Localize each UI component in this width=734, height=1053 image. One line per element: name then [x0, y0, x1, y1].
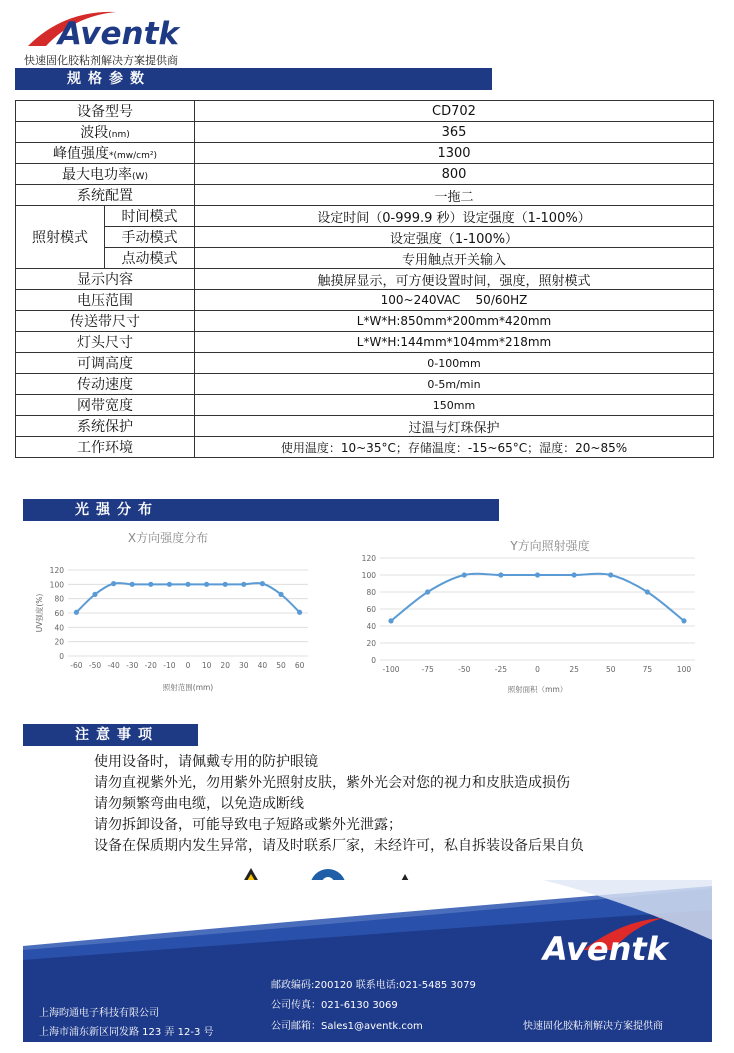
x-tick-label: -75 — [421, 665, 434, 674]
x-tick-label: 30 — [239, 661, 249, 670]
spec-section-header: 规格参数 — [15, 68, 492, 90]
spec-value: 过温与灯珠保护 — [195, 416, 714, 437]
table-row — [16, 290, 714, 311]
spec-value: L*W*H:144mm*104mm*218mm — [195, 332, 714, 353]
y-tick-label: 80 — [54, 594, 64, 604]
data-point — [681, 618, 686, 623]
table-row — [16, 395, 714, 416]
brand-tagline: 快速固化胶粘剂解决方案提供商 — [24, 54, 178, 67]
x-tick-label: 60 — [294, 661, 305, 670]
footer — [23, 880, 712, 1042]
spec-key: 设备型号 — [16, 101, 195, 122]
data-point — [388, 618, 393, 623]
x-tick-label: 75 — [642, 665, 653, 674]
table-row — [16, 332, 714, 353]
footer-postal: 邮政编码:200120 联系电话:021-5485 3079 — [271, 980, 476, 991]
chart-title: X方向强度分布 — [127, 531, 209, 545]
table-row — [16, 164, 714, 185]
logo-wordmark: Aventk — [58, 16, 180, 52]
light-section-header: 光强分布 — [23, 499, 499, 521]
table-row — [16, 122, 714, 143]
data-point — [462, 572, 467, 577]
x-tick-label: -100 — [382, 665, 400, 674]
x-tick-label: 50 — [276, 661, 286, 670]
spec-key: 最大电功率(W) — [16, 164, 195, 185]
data-point — [241, 582, 246, 587]
spec-value: L*W*H:850mm*200mm*420mm — [195, 311, 714, 332]
notice-list — [94, 752, 584, 857]
data-point — [111, 581, 116, 586]
data-point — [185, 582, 190, 587]
spec-value: 设定强度（1-100%） — [195, 227, 714, 248]
spec-subkey: 时间模式 — [105, 206, 195, 227]
table-row — [16, 143, 714, 164]
spec-key: 峰值强度*(mw/cm²) — [16, 143, 195, 164]
spec-key: 传动速度 — [16, 374, 195, 395]
footer-email: 公司邮箱：Sales1@aventk.com — [271, 1021, 423, 1032]
y-axis-label: UV强度(%) — [35, 593, 44, 633]
spec-key: 电压范围 — [16, 290, 195, 311]
spec-value: CD702 — [195, 101, 714, 122]
spec-subkey: 手动模式 — [105, 227, 195, 248]
y-tick-label: 40 — [366, 622, 376, 631]
x-tick-label: -50 — [458, 665, 471, 674]
list-item: 使用设备时，请佩戴专用的防护眼镜 — [94, 754, 318, 770]
list-item: 设备在保质期内发生异常，请及时联系厂家，未经许可，私自拆装设备后果自负 — [94, 838, 584, 854]
data-point — [645, 589, 650, 594]
data-point — [92, 592, 97, 597]
spec-value: 0-5m/min — [195, 374, 714, 395]
data-point — [498, 572, 503, 577]
data-point — [260, 581, 265, 586]
chart-title: Y方向照射强度 — [510, 539, 590, 553]
spec-key: 系统保护 — [16, 416, 195, 437]
data-point — [425, 589, 430, 594]
y-tick-label: 20 — [366, 639, 376, 648]
brand-logo — [24, 6, 194, 52]
x-tick-label: -20 — [144, 661, 157, 670]
spec-key: 传送带尺寸 — [16, 311, 195, 332]
spec-value: 设定时间（0-999.9 秒）设定强度（1-100%） — [195, 206, 714, 227]
data-point — [74, 610, 79, 615]
table-row — [16, 416, 714, 437]
x-intensity-chart — [28, 528, 324, 696]
y-tick-label: 120 — [49, 566, 64, 575]
list-item: 请勿频繁弯曲电缆，以免造成断线 — [94, 796, 304, 812]
spec-key: 工作环境 — [16, 437, 195, 458]
x-tick-label: 100 — [676, 665, 692, 674]
data-point — [223, 582, 228, 587]
table-row — [16, 206, 714, 227]
spec-value: 使用温度：10~35°C；存储温度：-15~65°C；湿度：20~85% — [195, 437, 714, 458]
spec-key: 波段(nm) — [16, 122, 195, 143]
spec-key: 网带宽度 — [16, 395, 195, 416]
y-tick-label: 100 — [49, 580, 64, 590]
data-point — [167, 582, 172, 587]
spec-key: 显示内容 — [16, 269, 195, 290]
table-row — [16, 185, 714, 206]
data-point — [130, 582, 135, 587]
spec-key: 系统配置 — [16, 185, 195, 206]
x-tick-label: 25 — [569, 665, 579, 674]
spec-value: 触摸屏显示，可方便设置时间，强度，照射模式 — [195, 269, 714, 290]
y-tick-label: 100 — [361, 571, 376, 580]
data-point — [204, 582, 209, 587]
list-item: 请勿直视紫外光，勿用紫外光照射皮肤，紫外光会对您的视力和皮肤造成损伤 — [94, 775, 570, 791]
x-tick-label: 0 — [185, 661, 191, 670]
x-axis-label: 照射范围(mm) — [162, 683, 214, 692]
spec-key: 照射模式 — [16, 206, 105, 269]
y-tick-label: 80 — [366, 588, 376, 597]
spec-value: 800 — [195, 164, 714, 185]
spec-key: 可调高度 — [16, 353, 195, 374]
data-point — [278, 592, 283, 597]
footer-address: 上海市浦东新区同发路 123 弄 12-3 号 — [39, 1027, 214, 1038]
spec-key: 灯头尺寸 — [16, 332, 195, 353]
footer-company: 上海昀通电子科技有限公司 — [39, 1008, 159, 1019]
x-axis-label: 照射面积（mm） — [507, 685, 568, 694]
notice-section-header: 注意事项 — [23, 724, 198, 746]
y-tick-label: 20 — [54, 637, 64, 647]
x-tick-label: -25 — [494, 665, 508, 674]
table-row — [16, 311, 714, 332]
spec-table — [15, 100, 714, 458]
x-tick-label: -40 — [107, 661, 120, 670]
data-point — [297, 610, 302, 615]
table-row — [16, 437, 714, 458]
x-tick-label: 20 — [220, 661, 230, 670]
table-row — [16, 374, 714, 395]
data-point — [608, 572, 613, 577]
y-tick-label: 40 — [54, 623, 64, 633]
y-tick-label: 0 — [59, 652, 64, 661]
spec-value: 365 — [195, 122, 714, 143]
y-tick-label: 60 — [54, 609, 64, 618]
table-row — [16, 101, 714, 122]
x-tick-label: 10 — [201, 661, 212, 670]
y-intensity-chart — [350, 532, 700, 700]
spec-value: 专用触点开关输入 — [195, 248, 714, 269]
data-point — [535, 572, 540, 577]
spec-value: 1300 — [195, 143, 714, 164]
table-row — [16, 353, 714, 374]
footer-tagline: 快速固化胶粘剂解决方案提供商 — [523, 1021, 663, 1032]
footer-fax: 公司传真：021-6130 3069 — [271, 1000, 398, 1011]
y-tick-label: 0 — [371, 656, 376, 665]
list-item: 请勿拆卸设备，可能导致电子短路或紫外光泄露； — [94, 817, 402, 833]
y-tick-label: 120 — [361, 554, 376, 563]
data-point — [148, 582, 153, 587]
x-tick-label: 50 — [605, 665, 616, 674]
x-tick-label: -10 — [163, 661, 176, 670]
y-tick-label: 60 — [366, 605, 376, 614]
spec-subkey: 点动模式 — [105, 248, 195, 269]
footer-logo: Aventk — [543, 930, 668, 968]
series-line — [391, 574, 684, 621]
spec-value: 一拖二 — [195, 185, 714, 206]
x-tick-label: -30 — [126, 661, 139, 670]
table-row — [16, 227, 714, 248]
data-point — [572, 572, 577, 577]
spec-value: 100~240VAC 50/60HZ — [195, 290, 714, 311]
table-row — [16, 269, 714, 290]
x-tick-label: 0 — [535, 665, 540, 674]
spec-value: 0-100mm — [195, 353, 714, 374]
series-line — [76, 583, 299, 612]
x-tick-label: 40 — [257, 661, 268, 670]
x-tick-label: -60 — [70, 661, 83, 670]
table-row — [16, 248, 714, 269]
spec-value: 150mm — [195, 395, 714, 416]
x-tick-label: -50 — [88, 661, 102, 670]
